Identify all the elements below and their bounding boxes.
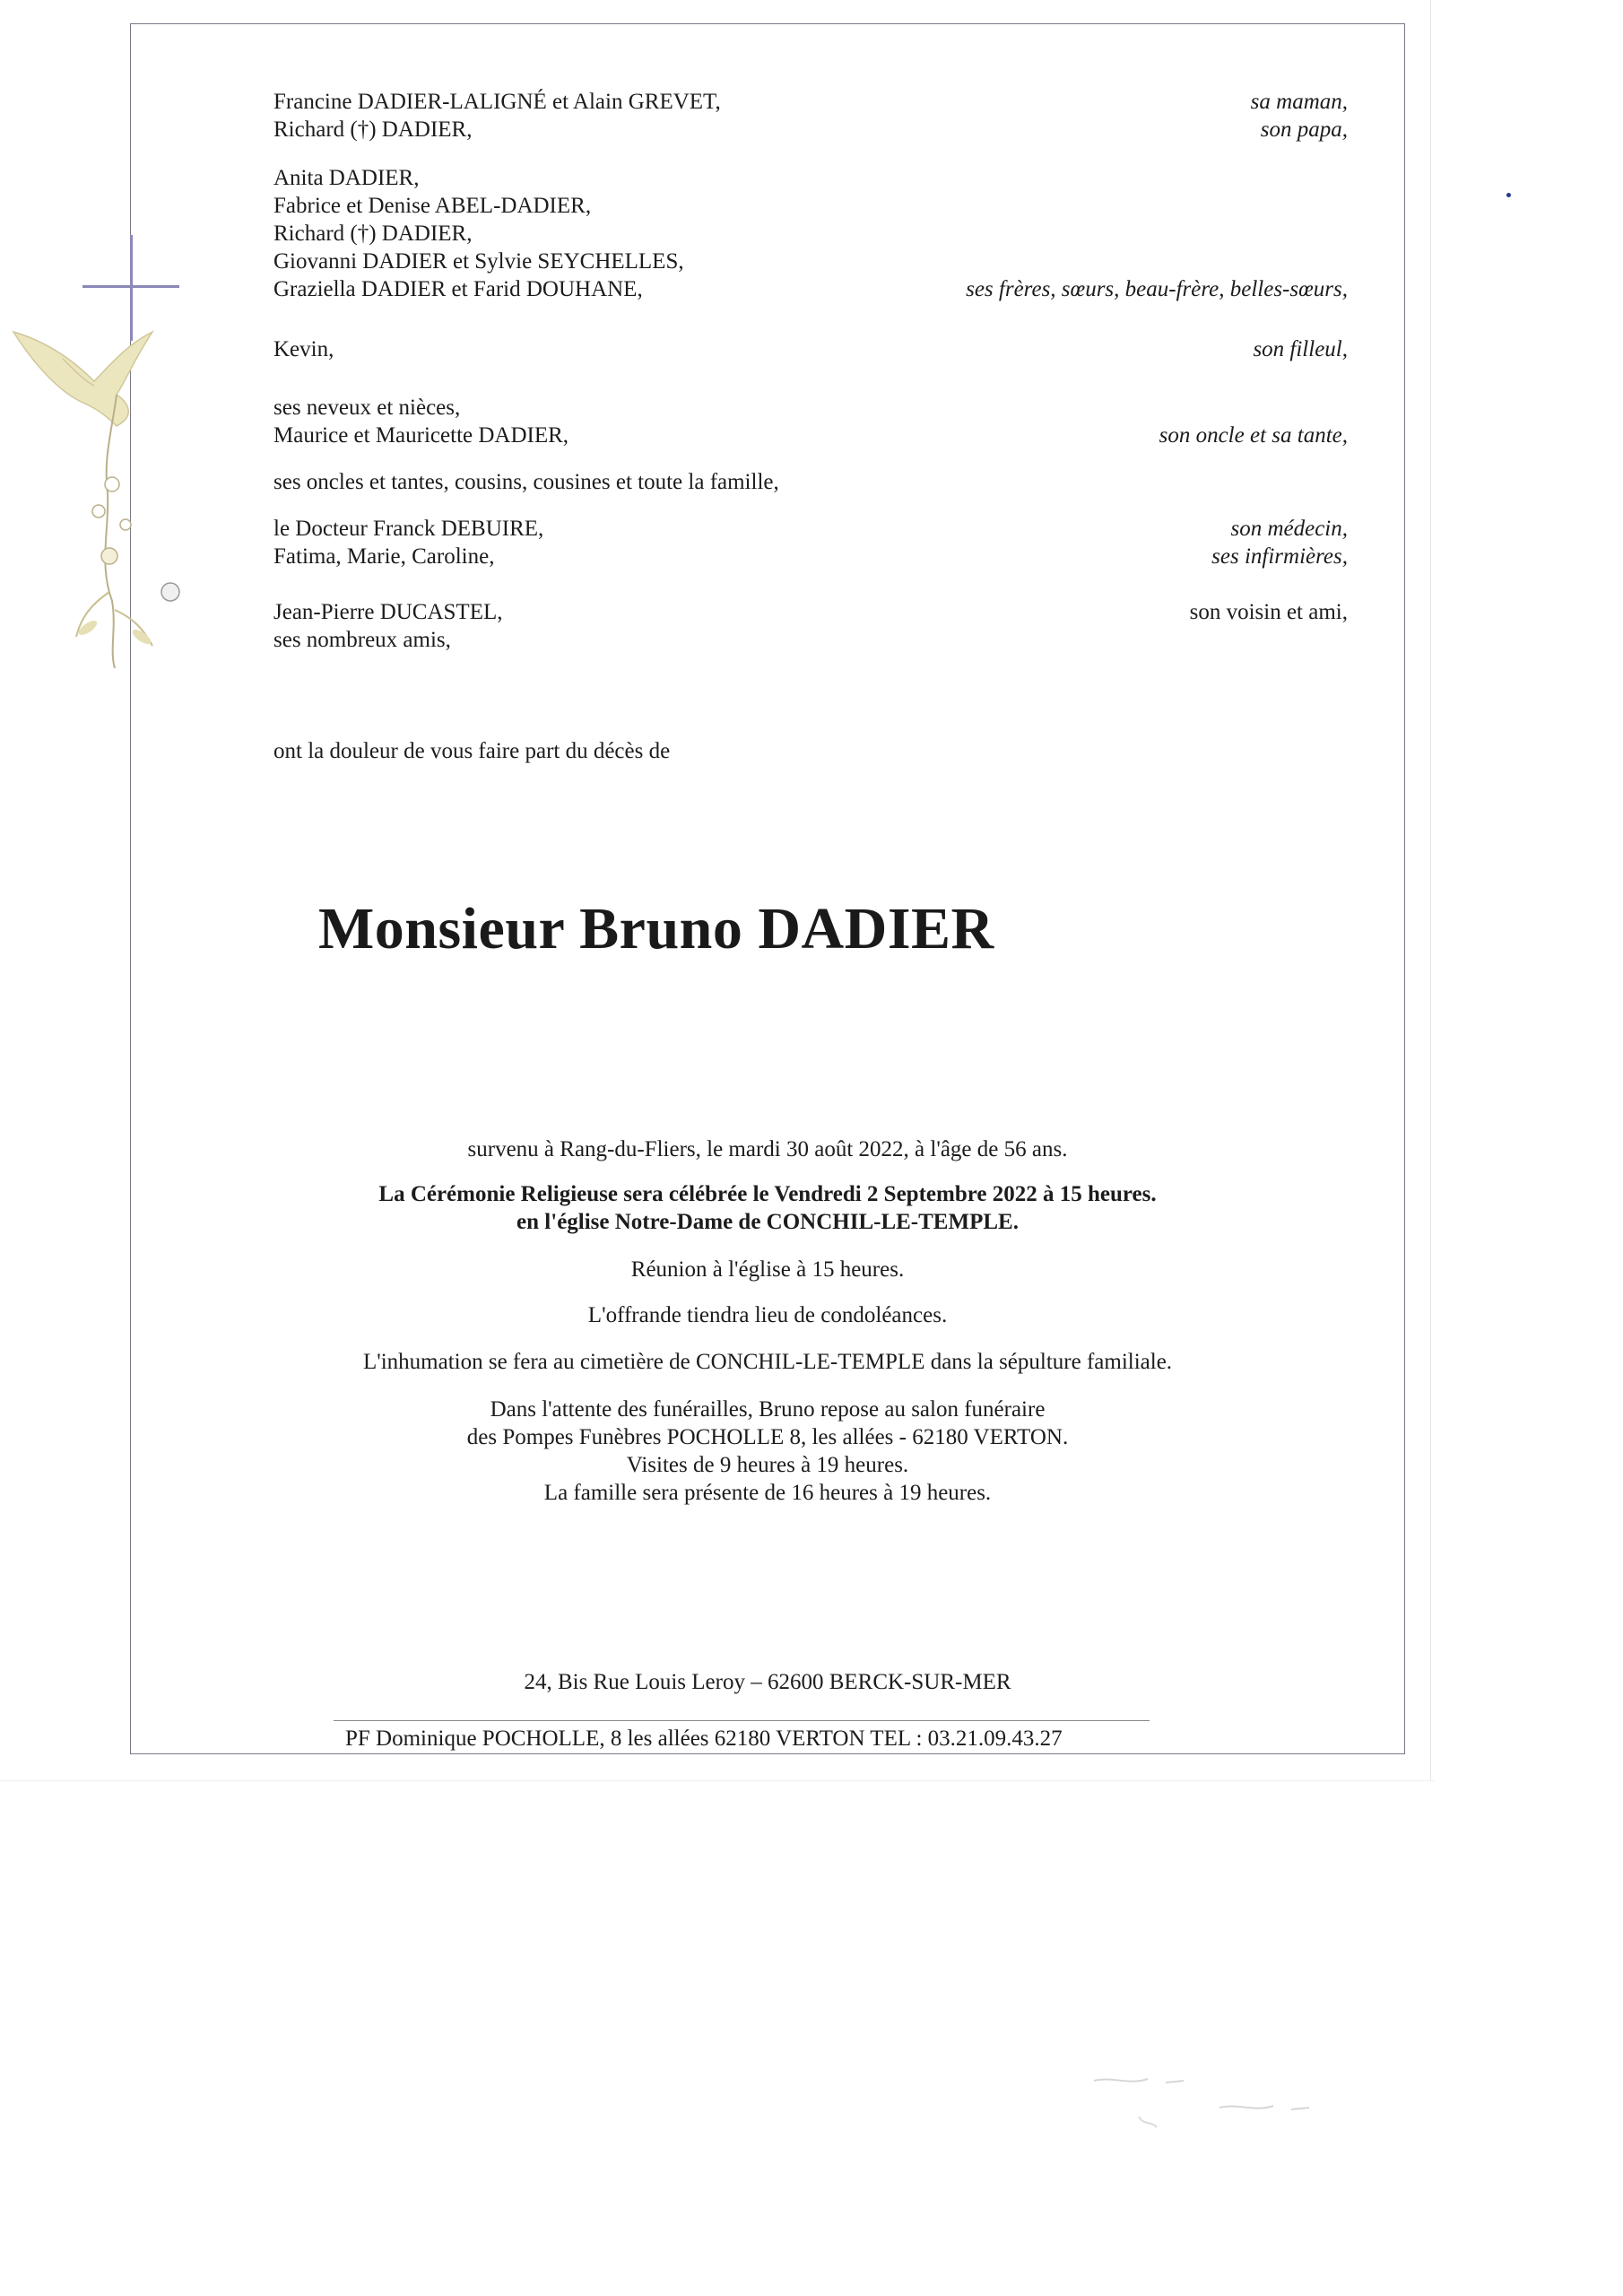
parent-name: Richard (†) DADIER,	[273, 117, 473, 142]
sibling-name: Fabrice et Denise ABEL-DADIER,	[273, 194, 592, 218]
family-address: 24, Bis Rue Louis Leroy – 62600 BERCK-SUR-MER	[524, 1670, 1011, 1694]
scan-marks	[1076, 2063, 1399, 2170]
sibling-name: Graziella DADIER et Farid DOUHANE,	[273, 277, 643, 301]
page-edge-bottom	[0, 1780, 1435, 1781]
deceased-name: Monsieur Bruno DADIER	[318, 896, 994, 961]
funeral-home-line: des Pompes Funèbres POCHOLLE 8, les allées - 62180 VERTON.	[466, 1425, 1069, 1449]
nephews-names	[273, 394, 568, 449]
medical-names	[273, 515, 543, 570]
relation-label: sa maman,	[1250, 90, 1348, 114]
nephews-line: ses neveux et nièces,	[273, 396, 461, 420]
godson-relation: son filleul,	[1253, 337, 1348, 361]
relation-label: son médecin,	[1230, 517, 1348, 541]
medical-name: Fatima, Marie, Caroline,	[273, 544, 495, 569]
extended-family-block	[273, 468, 1348, 496]
funeral-home-line: Dans l'attente des funérailles, Bruno repose au salon funéraire	[490, 1397, 1046, 1422]
medical-name: le Docteur Franck DEBUIRE,	[273, 517, 544, 541]
announcement-intro: ont la douleur de vous faire part du décès de	[273, 739, 671, 763]
nephews-relation: son oncle et sa tante,	[1159, 423, 1348, 448]
sibling-name: Richard (†) DADIER,	[273, 222, 473, 246]
funeral-home-line: La famille sera présente de 16 heures à 19 heures.	[543, 1481, 992, 1505]
neighbor-relation: son voisin et ami,	[1189, 600, 1348, 624]
page-edge-right	[1430, 0, 1431, 1780]
dove-flowers-icon	[9, 296, 188, 673]
meeting-line: Réunion à l'église à 15 heures.	[630, 1257, 905, 1282]
siblings-block	[273, 164, 1348, 303]
neighbor-name: ses nombreux amis,	[273, 628, 451, 652]
siblings-relation: ses frères, sœurs, beau-frère, belles-sœurs,	[966, 277, 1348, 301]
neighbor-name: Jean-Pierre DUCASTEL,	[273, 600, 503, 624]
extended-family-line: ses oncles et tantes, cousins, cousines et toute la famille,	[273, 470, 779, 494]
cross-icon-horizontal	[82, 285, 179, 288]
parent-name: Francine DADIER-LALIGNÉ et Alain GREVET,	[273, 90, 721, 114]
ceremony-line: en l'église Notre-Dame de CONCHIL-LE-TEMPLE.	[516, 1210, 1019, 1234]
godson-name: Kevin,	[273, 337, 334, 361]
neighbor-names	[273, 598, 503, 654]
ceremony-block	[130, 1180, 1405, 1236]
funeral-home-line: Visites de 9 heures à 19 heures.	[626, 1453, 909, 1477]
parents-relations	[1251, 88, 1348, 144]
parents-names	[273, 88, 721, 144]
funeral-home-block	[130, 1396, 1405, 1507]
nephews-line: Maurice et Mauricette DADIER,	[273, 423, 569, 448]
sibling-name: Anita DADIER,	[273, 166, 420, 190]
ceremony-line: La Cérémonie Religieuse sera célébrée le Vendredi 2 Septembre 2022 à 15 heures.	[378, 1182, 1157, 1206]
medical-relations	[1211, 515, 1348, 570]
ink-dot	[1506, 193, 1511, 197]
relation-label: ses infirmières,	[1211, 544, 1348, 569]
burial-line: L'inhumation se fera au cimetière de CONCHIL-LE-TEMPLE dans la sépulture familiale.	[362, 1350, 1173, 1374]
siblings-names	[273, 164, 684, 303]
nephews-block	[273, 394, 1348, 449]
parents-block	[273, 88, 1348, 144]
relation-label: son papa,	[1260, 117, 1348, 142]
passing-line: survenu à Rang-du-Fliers, le mardi 30 août 2022, à l'âge de 56 ans.	[467, 1137, 1068, 1161]
sibling-name: Giovanni DADIER et Sylvie SEYCHELLES,	[273, 249, 684, 274]
medical-block	[273, 515, 1348, 570]
undertaker-line: PF Dominique POCHOLLE, 8 les allées 62180 VERTON TEL : 03.21.09.43.27	[345, 1726, 1063, 1751]
offering-line: L'offrande tiendra lieu de condoléances.	[587, 1303, 948, 1327]
godson-block	[273, 335, 1348, 363]
neighbor-block	[273, 598, 1348, 654]
divider	[334, 1720, 1150, 1721]
